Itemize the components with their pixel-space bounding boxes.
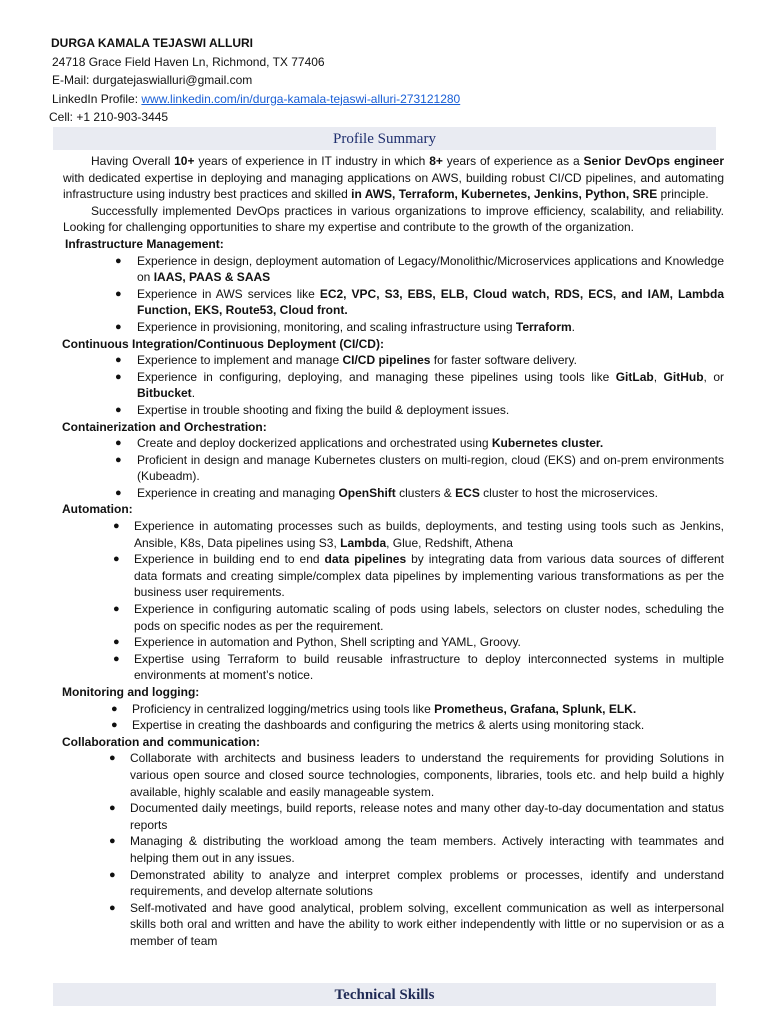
list-item xyxy=(63,286,724,319)
text-run: Proficiency in centralized logging/metrics using tools like xyxy=(132,701,435,716)
bold-text-run: in AWS, Terraform, Kubernetes, Jenkins, Python, SRE xyxy=(351,187,658,202)
list-item xyxy=(63,833,724,866)
list-item xyxy=(63,634,724,651)
text-run: . xyxy=(571,319,576,334)
bullet-icon: ● xyxy=(115,354,122,367)
list-item xyxy=(63,485,724,502)
list-item xyxy=(63,867,724,900)
bold-text-run: Terraform xyxy=(515,319,572,334)
bullet-list xyxy=(63,352,724,418)
text-run: , xyxy=(653,369,664,384)
bold-text-run: Prometheus, Grafana, Splunk, ELK. xyxy=(434,701,637,716)
bullet-list xyxy=(63,750,724,949)
bold-text-run: GitHub xyxy=(663,369,704,384)
list-item xyxy=(63,900,724,950)
text-run: Self-motivated and have good analytical, problem solving, excellent communication as well as interpersonal skills both oral and written and have the ability to work either independently with little or no supervision or as a member of team xyxy=(130,900,724,948)
text-run: Experience in building end to end xyxy=(134,552,325,567)
bullet-icon: ● xyxy=(115,403,122,416)
text-run: Collaborate with architects and business leaders to understand the requirements for providing Solutions in various open source and closed source technologies, components, libraries, tools etc. and help build a highly available, highly scalable and easily manageable system. xyxy=(130,751,724,799)
linkedin-link[interactable]: www.linkedin.com/in/durga-kamala-tejaswi-alluri-273121280 xyxy=(141,91,461,106)
list-item xyxy=(63,601,724,634)
list-item xyxy=(63,452,724,485)
text-run: for faster software delivery. xyxy=(430,353,577,368)
text-run: years of experience in IT industry in which xyxy=(194,154,430,168)
cell-phone: Cell: +1 210-903-3445 xyxy=(49,110,169,124)
bullet-list xyxy=(63,701,724,734)
text-run: Experience in automation and Python, Shell scripting and YAML, Groovy. xyxy=(134,635,521,650)
list-item xyxy=(63,518,724,551)
bullet-icon: ● xyxy=(115,287,122,300)
text-run: Experience in creating and managing xyxy=(137,485,339,500)
text-run: . xyxy=(191,386,196,401)
bullet-list xyxy=(63,518,724,684)
bullet-list xyxy=(63,435,724,501)
bullet-icon: ● xyxy=(115,254,122,267)
section-title: Monitoring and logging: xyxy=(62,685,200,699)
text-run: cluster to host the microservices. xyxy=(479,485,658,500)
bold-text-run: EC2, VPC, S3, EBS, ELB, Cloud watch, RDS, ECS, and IAM, Lambda Function, EKS, Route53, Cloud front. xyxy=(137,286,724,318)
text-run: with dedicated expertise in deploying and managing applications on AWS, building robust CI/CD pipelines, and automating infrastructure using industry best practices and skilled xyxy=(63,170,724,202)
section-title: Infrastructure Management: xyxy=(65,236,224,251)
linkedin-label: LinkedIn Profile: xyxy=(52,91,142,106)
email-label: E-Mail: xyxy=(52,73,93,87)
text-run: Demonstrated ability to analyze and interpret complex problems or processes, identify and understand requirements, and develop alternate solutions xyxy=(130,867,724,899)
bold-text-run: Lambda xyxy=(340,535,387,550)
text-run: Managing & distributing the workload among the team members. Actively interacting with teammates and helping them out in any issues. xyxy=(130,834,724,865)
section-title: Collaboration and communication: xyxy=(62,734,261,749)
section-title: Continuous Integration/Continuous Deployment (CI/CD): xyxy=(62,336,384,351)
bullet-icon: ● xyxy=(109,752,116,765)
email-address: durgatejaswialluri@gmail.com xyxy=(92,73,253,87)
bullet-icon: ● xyxy=(115,437,122,450)
text-run: Proficient in design and manage Kubernetes clusters on multi-region, cloud (EKS) and on-prem environments (Kubeadm). xyxy=(137,452,724,484)
list-item xyxy=(63,651,724,684)
list-item xyxy=(63,319,724,336)
bold-text-run: Senior DevOps engineer xyxy=(583,154,724,168)
bold-text-run: ECS xyxy=(455,485,480,500)
bullet-icon: ● xyxy=(113,652,120,665)
text-run: years of experience as a xyxy=(442,154,584,168)
text-run: clusters & xyxy=(395,485,456,500)
text-run: Experience in provisioning, monitoring, and scaling infrastructure using xyxy=(137,319,516,334)
text-run: Create and deploy dockerized applications and orchestrated using xyxy=(137,436,492,451)
contact-block xyxy=(0,34,768,127)
bullet-icon: ● xyxy=(115,370,122,383)
email-line xyxy=(0,71,768,90)
bullet-icon: ● xyxy=(113,553,120,566)
address: 24718 Grace Field Haven Ln, Richmond, TX 77406 xyxy=(52,54,325,69)
summary-paragraph-2 xyxy=(63,203,724,236)
section-title: Containerization and Orchestration: xyxy=(62,419,267,434)
list-item xyxy=(63,750,724,800)
section-monitoring xyxy=(63,684,724,734)
bullet-icon: ● xyxy=(115,486,122,499)
text-run: Experience in configuring, deploying, and managing these pipelines using tools like xyxy=(137,369,616,384)
section-cicd xyxy=(63,336,724,419)
list-item xyxy=(63,800,724,833)
text-run: Experience in AWS services like xyxy=(137,286,320,301)
text-run: Successfully implemented DevOps practices in various organizations to improve efficiency, scalability, and reliability. Looking for challenging opportunities to share my expertise and contribute to the growth of the organization. xyxy=(63,203,724,235)
section-collaboration xyxy=(63,734,724,950)
text-run: Experience in automating processes such as builds, deployments, and testing using tools such as Jenkins, Ansible, K8s, Data pipelines using S3, xyxy=(134,519,724,550)
bold-text-run: 8+ xyxy=(429,154,443,168)
list-item xyxy=(63,402,724,419)
section-title: Automation: xyxy=(62,502,133,517)
bold-text-run: Bitbucket xyxy=(137,386,192,401)
text-run: by integrating data from various data sources of different data formats and creating simple/complex data pipelines by implementing various transformations as per the business user requirements. xyxy=(134,552,725,600)
text-run: Expertise in trouble shooting and fixing the build & deployment issues. xyxy=(137,402,510,417)
bullet-icon: ● xyxy=(109,868,116,881)
profile-summary-heading: Profile Summary xyxy=(53,127,716,150)
bullet-icon: ● xyxy=(113,636,120,649)
bold-text-run: GitLab xyxy=(615,369,654,384)
bullet-icon: ● xyxy=(115,453,122,466)
bullet-icon: ● xyxy=(111,719,118,732)
bullet-icon: ● xyxy=(113,603,120,616)
bold-text-run: Kubernetes cluster. xyxy=(491,436,604,451)
bullet-list xyxy=(63,253,724,336)
text-run: Experience in configuring automatic scaling of pods using labels, selectors on cluster nodes, scheduling the pods on specific nodes as per the requirement. xyxy=(134,602,724,633)
list-item xyxy=(63,717,724,734)
text-run: , or xyxy=(703,369,724,384)
list-item xyxy=(63,435,724,452)
bold-text-run: data pipelines xyxy=(324,552,407,567)
text-run: , Glue, Redshift, Athena xyxy=(386,535,513,550)
bullet-icon: ● xyxy=(109,901,116,914)
bullet-icon: ● xyxy=(111,702,118,715)
text-run: principle. xyxy=(657,187,709,202)
text-run: Expertise in creating the dashboards and configuring the metrics & alerts using monitoring stack. xyxy=(132,718,645,733)
text-run: Having Overall xyxy=(91,154,175,168)
text-run: Experience to implement and manage xyxy=(137,353,343,368)
bold-text-run: OpenShift xyxy=(338,485,396,500)
list-item xyxy=(63,253,724,286)
list-item xyxy=(63,352,724,369)
bold-text-run: IAAS, PAAS & SAAS xyxy=(153,270,271,285)
section-infrastructure xyxy=(63,236,724,336)
linkedin-line xyxy=(0,90,768,109)
bullet-icon: ● xyxy=(115,320,122,333)
candidate-name: DURGA KAMALA TEJASWI ALLURI xyxy=(51,36,253,50)
section-containerization xyxy=(63,419,724,502)
bullet-icon: ● xyxy=(109,835,116,848)
list-item xyxy=(63,369,724,402)
summary-paragraph-1 xyxy=(63,153,724,203)
section-automation xyxy=(63,501,724,684)
bullet-icon: ● xyxy=(109,802,116,815)
bullet-icon: ● xyxy=(113,520,120,533)
list-item xyxy=(63,551,724,601)
bold-text-run: 10+ xyxy=(174,154,195,168)
text-run: Expertise using Terraform to build reusable infrastructure to deploy interconnected systems in multiple environments at moment’s notice. xyxy=(134,651,724,683)
bold-text-run: CI/CD pipelines xyxy=(342,353,431,368)
technical-skills-heading: Technical Skills xyxy=(53,983,716,1006)
text-run: Documented daily meetings, build reports, release notes and many other day-to-day documentation and status reports xyxy=(130,801,724,832)
resume-body xyxy=(63,153,724,950)
text-run: Experience in design, deployment automation of Legacy/Monolithic/Microservices applications and Knowledge on xyxy=(137,253,724,285)
list-item xyxy=(63,701,724,718)
